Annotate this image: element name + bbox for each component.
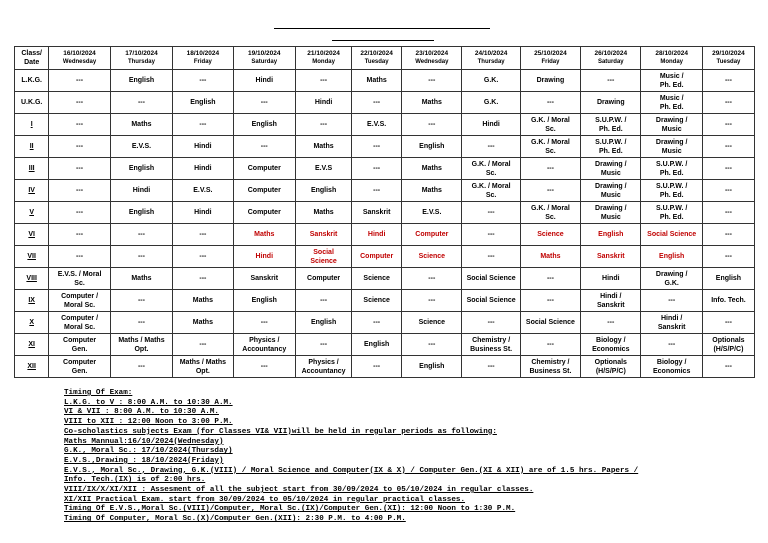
subject-cell: --- xyxy=(520,92,580,114)
subject-cell: --- xyxy=(702,312,754,334)
subject-cell: --- xyxy=(49,114,110,136)
subject-cell: Hindi / Sanskrit xyxy=(641,312,702,334)
table-row xyxy=(15,268,755,290)
class-label: II xyxy=(15,136,49,158)
subject-cell: Info. Tech. xyxy=(702,290,754,312)
subject-cell: G.K. xyxy=(462,70,520,92)
class-label: V xyxy=(15,202,49,224)
subject-cell: --- xyxy=(49,158,110,180)
subject-cell: --- xyxy=(462,202,520,224)
table-row xyxy=(15,312,755,334)
note-line: Timing Of Computer, Moral Sc.(X)/Computer Gen.(XII): 2:30 P.M. to 4:00 P.M. xyxy=(64,515,406,524)
subject-cell: S.U.P.W. / Ph. Ed. xyxy=(581,136,641,158)
note-line: E.V.S.,Drawing : 18/10/2024(Friday) xyxy=(64,456,224,465)
subject-cell: Social Science xyxy=(641,224,702,246)
class-label: X xyxy=(15,312,49,334)
weekday-text: Saturday xyxy=(251,59,278,65)
subject-cell: Hindi / Sanskrit xyxy=(581,290,641,312)
subject-cell: Maths xyxy=(295,202,351,224)
subject-cell: --- xyxy=(295,334,351,356)
subject-cell: Maths xyxy=(402,92,462,114)
subject-cell: --- xyxy=(49,70,110,92)
subject-cell: --- xyxy=(233,312,295,334)
subject-cell: Science xyxy=(402,246,462,268)
subject-cell: --- xyxy=(402,334,462,356)
subject-cell: --- xyxy=(462,356,520,378)
subject-cell: Hindi xyxy=(233,70,295,92)
date-header xyxy=(173,47,233,70)
class-label: XI xyxy=(15,334,49,356)
weekday-text: Saturday xyxy=(597,59,624,65)
title-rule-lower xyxy=(332,40,434,41)
note-line: Maths Mannual:16/10/2024(Wednesday) xyxy=(64,437,224,446)
weekday-text: Monday xyxy=(660,59,684,65)
date-text: 19/10/2024 xyxy=(247,50,281,57)
header-row xyxy=(15,47,755,70)
note-line: Co-scholastics subjects Exam (for Classes VI& VII)will be held in regular periods as following: xyxy=(64,427,497,436)
subject-cell: --- xyxy=(110,356,172,378)
subject-cell: --- xyxy=(520,334,580,356)
subject-cell: E.V.S. xyxy=(402,202,462,224)
subject-cell: --- xyxy=(702,246,754,268)
subject-cell: --- xyxy=(49,224,110,246)
subject-cell: --- xyxy=(462,136,520,158)
subject-cell: Hindi xyxy=(352,224,402,246)
subject-cell: English xyxy=(173,92,233,114)
subject-cell: --- xyxy=(110,290,172,312)
subject-cell: Science xyxy=(352,268,402,290)
subject-cell: Maths xyxy=(402,180,462,202)
subject-cell: Optionals (H/S/P/C) xyxy=(581,356,641,378)
subject-cell: --- xyxy=(49,92,110,114)
subject-cell: --- xyxy=(641,290,702,312)
subject-cell: Music / Ph. Ed. xyxy=(641,92,702,114)
class-label: IX xyxy=(15,290,49,312)
note-line: Timing Of Exam: xyxy=(64,389,133,397)
subject-cell: --- xyxy=(295,290,351,312)
note-line: E.V.S., Moral Sc., Drawing, G.K.(VIII) / Moral Science and Computer(IX & X) / Computer Gen.(XI & XII) are of 1.5 hrs. Papers / xyxy=(64,466,639,475)
subject-cell: English xyxy=(402,356,462,378)
subject-cell: --- xyxy=(173,268,233,290)
subject-cell: Science xyxy=(402,312,462,334)
subject-cell: Maths xyxy=(110,114,172,136)
subject-cell: English xyxy=(110,70,172,92)
subject-cell: Hindi xyxy=(110,180,172,202)
subject-cell: --- xyxy=(49,180,110,202)
table-row xyxy=(15,290,755,312)
subject-cell: Maths / Maths Opt. xyxy=(173,356,233,378)
subject-cell: --- xyxy=(702,158,754,180)
table-row xyxy=(15,92,755,114)
subject-cell: --- xyxy=(173,246,233,268)
weekday-text: Tuesday xyxy=(716,59,741,65)
subject-cell: E.V.S. / Moral Sc. xyxy=(49,268,110,290)
subject-cell: S.U.P.W. / Ph. Ed. xyxy=(641,180,702,202)
subject-cell: Biology / Economics xyxy=(641,356,702,378)
subject-cell: Optionals (H/S/P/C) xyxy=(702,334,754,356)
class-label: VIII xyxy=(15,268,49,290)
subject-cell: --- xyxy=(233,136,295,158)
subject-cell: Drawing / Music xyxy=(581,158,641,180)
subject-cell: Physics / Accountancy xyxy=(233,334,295,356)
table-row xyxy=(15,356,755,378)
subject-cell: Social Science xyxy=(462,268,520,290)
subject-cell: English xyxy=(295,312,351,334)
subject-cell: --- xyxy=(110,312,172,334)
weekday-text: Thursday xyxy=(477,59,505,65)
subject-cell: --- xyxy=(462,224,520,246)
note-line: XI/XII Practical Exam. start from 30/09/2024 to 05/10/2024 in regular practical classes. xyxy=(64,495,466,504)
subject-cell: Hindi xyxy=(173,202,233,224)
subject-cell: --- xyxy=(462,246,520,268)
subject-cell: --- xyxy=(702,356,754,378)
subject-cell: --- xyxy=(581,312,641,334)
subject-cell: Drawing / Music xyxy=(641,136,702,158)
subject-cell: --- xyxy=(352,136,402,158)
table-row xyxy=(15,224,755,246)
subject-cell: English xyxy=(352,334,402,356)
subject-cell: E.V.S. xyxy=(173,180,233,202)
date-header xyxy=(581,47,641,70)
subject-cell: G.K. / Moral Sc. xyxy=(520,136,580,158)
table-row xyxy=(15,136,755,158)
subject-cell: --- xyxy=(702,114,754,136)
subject-cell: English xyxy=(702,268,754,290)
subject-cell: Physics / Accountancy xyxy=(295,356,351,378)
subject-cell: Hindi xyxy=(233,246,295,268)
subject-cell: Maths xyxy=(173,290,233,312)
date-header xyxy=(702,47,754,70)
subject-cell: Hindi xyxy=(295,92,351,114)
class-label: XII xyxy=(15,356,49,378)
date-header xyxy=(402,47,462,70)
table-row xyxy=(15,180,755,202)
note-line: Info. Tech.(IX) is of 2:00 hrs. xyxy=(64,476,206,485)
subject-cell: --- xyxy=(173,70,233,92)
subject-cell: Social Science xyxy=(520,312,580,334)
subject-cell: Drawing xyxy=(581,92,641,114)
subject-cell: Hindi xyxy=(173,158,233,180)
class-label: III xyxy=(15,158,49,180)
subject-cell: English xyxy=(110,158,172,180)
subject-cell: --- xyxy=(49,136,110,158)
subject-cell: Maths xyxy=(520,246,580,268)
subject-cell: English xyxy=(402,136,462,158)
subject-cell: --- xyxy=(402,70,462,92)
subject-cell: --- xyxy=(352,180,402,202)
subject-cell: --- xyxy=(233,92,295,114)
subject-cell: Sanskrit xyxy=(233,268,295,290)
subject-cell: Computer Gen. xyxy=(49,356,110,378)
subject-cell: --- xyxy=(462,312,520,334)
date-text: 22/10/2024 xyxy=(360,50,393,57)
table-row xyxy=(15,246,755,268)
date-text: 26/10/2024 xyxy=(594,50,628,57)
subject-cell: --- xyxy=(295,114,351,136)
subject-cell: Science xyxy=(520,224,580,246)
subject-cell: Chemistry / Business St. xyxy=(520,356,580,378)
exam-timetable xyxy=(14,46,755,378)
subject-cell: Maths xyxy=(295,136,351,158)
date-text: 17/10/2024 xyxy=(125,50,158,57)
subject-cell: --- xyxy=(520,268,580,290)
date-header xyxy=(641,47,702,70)
subject-cell: English xyxy=(110,202,172,224)
subject-cell: Social Science xyxy=(295,246,351,268)
subject-cell: --- xyxy=(173,334,233,356)
date-text: 18/10/2024 xyxy=(186,50,220,57)
subject-cell: G.K. / Moral Sc. xyxy=(520,114,580,136)
subject-cell: Maths xyxy=(110,268,172,290)
subject-cell: Social Science xyxy=(462,290,520,312)
subject-cell: G.K. xyxy=(462,92,520,114)
date-text: 24/10/2024 xyxy=(474,50,508,57)
subject-cell: --- xyxy=(110,246,172,268)
subject-cell: English xyxy=(233,290,295,312)
note-line: VIII/IX/X/XI/XII : Assesment of all the subject start from 30/09/2024 to 05/10/2024 in regular classes. xyxy=(64,486,534,495)
subject-cell: Maths xyxy=(173,312,233,334)
note-line: VIII to XII : 12:00 Noon to 3:00 P.M. xyxy=(64,418,233,427)
subject-cell: Computer xyxy=(233,202,295,224)
date-text: 16/10/2024 xyxy=(63,50,96,57)
subject-cell: --- xyxy=(352,312,402,334)
date-header xyxy=(110,47,172,70)
subject-cell: Music / Ph. Ed. xyxy=(641,70,702,92)
subject-cell: --- xyxy=(402,290,462,312)
subject-cell: --- xyxy=(49,246,110,268)
subject-cell: --- xyxy=(702,224,754,246)
subject-cell: Computer xyxy=(402,224,462,246)
subject-cell: Computer Gen. xyxy=(49,334,110,356)
subject-cell: G.K. / Moral Sc. xyxy=(462,158,520,180)
date-header xyxy=(462,47,520,70)
weekday-text: Friday xyxy=(541,59,560,65)
subject-cell: --- xyxy=(702,180,754,202)
weekday-text: Wednesday xyxy=(62,59,97,65)
subject-cell: Hindi xyxy=(173,136,233,158)
date-text: 23/10/2024 xyxy=(415,50,449,57)
subject-cell: Maths xyxy=(402,158,462,180)
weekday-text: Monday xyxy=(312,59,335,65)
subject-cell: --- xyxy=(520,290,580,312)
timetable-body xyxy=(15,70,755,378)
subject-cell: Maths xyxy=(352,70,402,92)
subject-cell: Computer / Moral Sc. xyxy=(49,312,110,334)
subject-cell: --- xyxy=(173,224,233,246)
subject-cell: S.U.P.W. / Ph. Ed. xyxy=(641,202,702,224)
note-line: Timing Of E.V.S.,Moral Sc.(VIII)/Computer, Moral Sc.(IX)/Computer Gen.(XI): 12:00 Noon to 1:30 P.M. xyxy=(64,505,516,514)
date-header xyxy=(352,47,402,70)
class-label: VII xyxy=(15,246,49,268)
subject-cell: --- xyxy=(110,224,172,246)
subject-cell: S.U.P.W. / Ph. Ed. xyxy=(641,158,702,180)
subject-cell: English xyxy=(295,180,351,202)
note-line: L.K.G. to V : 8:00 A.M. to 10:30 A.M. xyxy=(64,398,233,407)
subject-cell: Computer / Moral Sc. xyxy=(49,290,110,312)
title-rule-upper xyxy=(274,28,490,29)
date-header xyxy=(49,47,110,70)
subject-cell: Drawing / G.K. xyxy=(641,268,702,290)
weekday-text: Thursday xyxy=(127,59,155,65)
subject-cell: --- xyxy=(49,202,110,224)
subject-cell: --- xyxy=(295,70,351,92)
subject-cell: English xyxy=(581,224,641,246)
weekday-text: Tuesday xyxy=(364,59,389,65)
subject-cell: English xyxy=(233,114,295,136)
class-label: U.K.G. xyxy=(15,92,49,114)
subject-cell: --- xyxy=(581,70,641,92)
subject-cell: --- xyxy=(173,114,233,136)
table-row xyxy=(15,70,755,92)
subject-cell: --- xyxy=(520,158,580,180)
subject-cell: Drawing / Music xyxy=(641,114,702,136)
class-label: IV xyxy=(15,180,49,202)
subject-cell: Hindi xyxy=(462,114,520,136)
subject-cell: --- xyxy=(702,136,754,158)
table-row xyxy=(15,202,755,224)
date-text: 21/10/2024 xyxy=(307,50,340,57)
subject-cell: Sanskrit xyxy=(581,246,641,268)
subject-cell: --- xyxy=(402,114,462,136)
subject-cell: Drawing xyxy=(520,70,580,92)
date-text: 28/10/2024 xyxy=(655,50,688,57)
exam-notes xyxy=(64,389,764,525)
subject-cell: G.K. / Moral Sc. xyxy=(462,180,520,202)
subject-cell: English xyxy=(641,246,702,268)
subject-cell: Computer xyxy=(233,180,295,202)
subject-cell: S.U.P.W. / Ph. Ed. xyxy=(581,114,641,136)
note-line: G.K., Moral Sc.: 17/10/2024(Thursday) xyxy=(64,447,233,456)
subject-cell: G.K. / Moral Sc. xyxy=(520,202,580,224)
date-header xyxy=(520,47,580,70)
date-text: 25/10/2024 xyxy=(534,50,567,57)
subject-cell: --- xyxy=(641,334,702,356)
subject-cell: Biology / Economics xyxy=(581,334,641,356)
subject-cell: Computer xyxy=(295,268,351,290)
class-label: VI xyxy=(15,224,49,246)
subject-cell: Drawing / Music xyxy=(581,180,641,202)
subject-cell: --- xyxy=(402,268,462,290)
weekday-text: Friday xyxy=(193,59,212,65)
date-header xyxy=(295,47,351,70)
class-label: I xyxy=(15,114,49,136)
subject-cell: --- xyxy=(352,92,402,114)
subject-cell: Computer xyxy=(233,158,295,180)
subject-cell: E.V.S. xyxy=(352,114,402,136)
table-row xyxy=(15,114,755,136)
subject-cell: --- xyxy=(233,356,295,378)
subject-cell: --- xyxy=(352,158,402,180)
subject-cell: Maths / Maths Opt. xyxy=(110,334,172,356)
subject-cell: --- xyxy=(520,180,580,202)
note-line: VI & VII : 8:00 A.M. to 10:30 A.M. xyxy=(64,408,219,417)
table-row xyxy=(15,334,755,356)
subject-cell: Computer xyxy=(352,246,402,268)
date-text: 29/10/2024 xyxy=(712,50,745,57)
subject-cell: Hindi xyxy=(581,268,641,290)
subject-cell: Drawing / Music xyxy=(581,202,641,224)
date-header xyxy=(233,47,295,70)
subject-cell: Chemistry / Business St. xyxy=(462,334,520,356)
subject-cell: --- xyxy=(702,70,754,92)
subject-cell: Maths xyxy=(233,224,295,246)
corner-header: Class/ Date xyxy=(15,47,49,70)
subject-cell: E.V.S xyxy=(295,158,351,180)
subject-cell: Science xyxy=(352,290,402,312)
subject-cell: E.V.S. xyxy=(110,136,172,158)
subject-cell: --- xyxy=(110,92,172,114)
subject-cell: Sanskrit xyxy=(295,224,351,246)
subject-cell: Sanskrit xyxy=(352,202,402,224)
subject-cell: --- xyxy=(702,202,754,224)
subject-cell: --- xyxy=(702,92,754,114)
subject-cell: --- xyxy=(352,356,402,378)
table-row xyxy=(15,158,755,180)
class-label: L.K.G. xyxy=(15,70,49,92)
weekday-text: Wednesday xyxy=(415,59,449,65)
